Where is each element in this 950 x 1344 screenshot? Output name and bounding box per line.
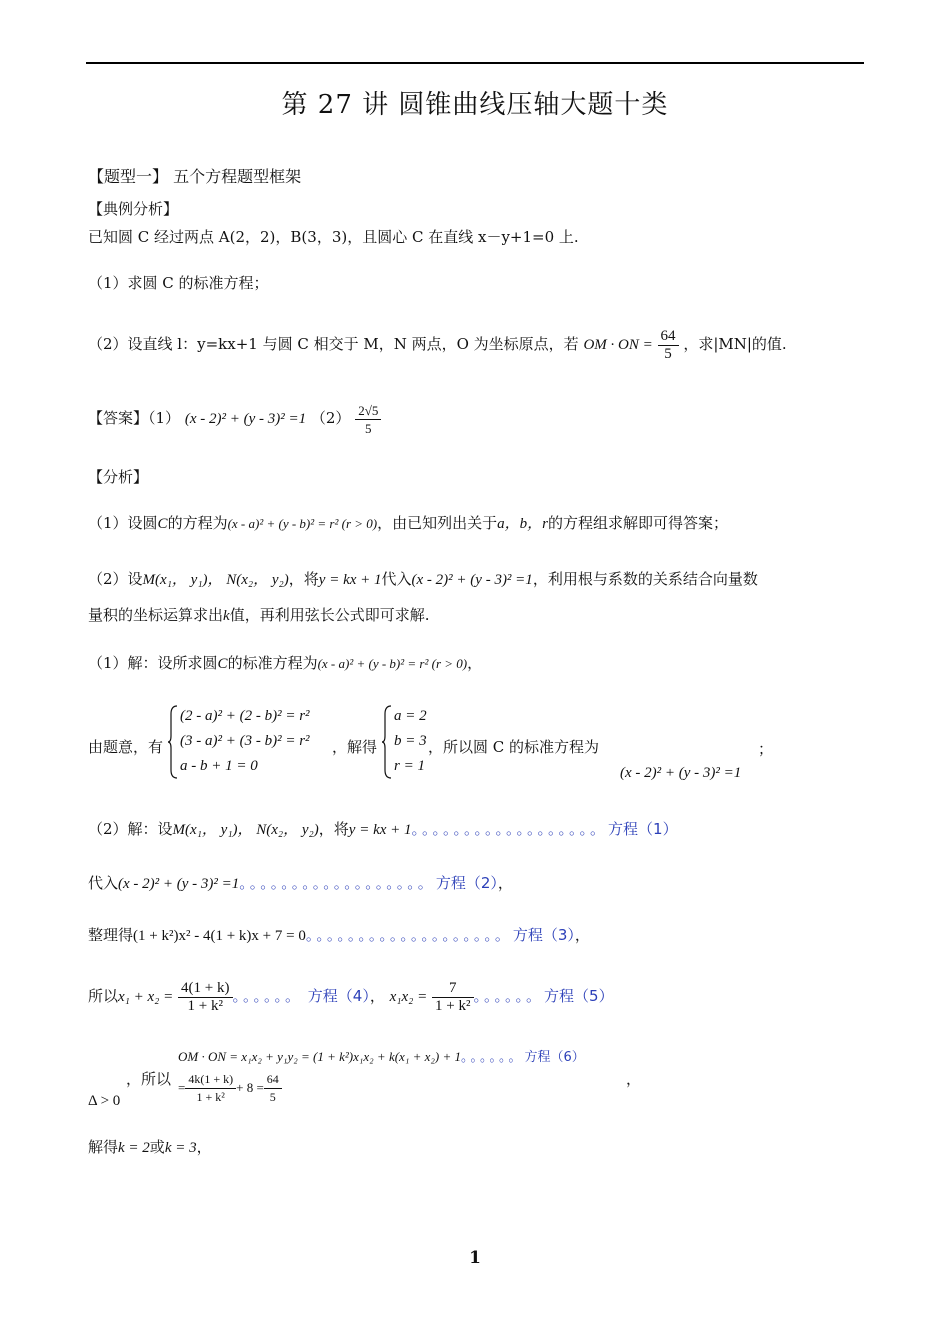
frac-num: 7 bbox=[432, 980, 473, 998]
frac-num: 4k(1 + k) bbox=[185, 1071, 236, 1089]
dots: 。。。。。。。。。。。。。。。。。。 bbox=[239, 874, 436, 892]
math-vars: a，b，r bbox=[497, 516, 548, 532]
solution-6-top bbox=[178, 1046, 585, 1069]
text: 的标准方程为 bbox=[227, 654, 318, 672]
equation-tag: 方程（4） bbox=[307, 987, 370, 1005]
q2-den: 5 bbox=[664, 345, 672, 362]
frac-num: 64 bbox=[264, 1071, 282, 1089]
text: 值，再利用弦长公式即可求解. bbox=[229, 606, 430, 624]
text: 代入 bbox=[381, 570, 412, 588]
prod-fraction bbox=[432, 980, 473, 1015]
text: ，将 bbox=[318, 820, 349, 838]
math-var: C bbox=[157, 516, 168, 532]
analysis-p1 bbox=[88, 512, 728, 535]
question-1: （1）求圆 C 的标准方程； bbox=[88, 274, 269, 292]
text: ， bbox=[196, 1138, 212, 1156]
text: 量积的坐标运算求出 bbox=[88, 606, 224, 624]
text: （2）设 bbox=[88, 570, 143, 588]
solution-6-end: ， bbox=[626, 1070, 642, 1088]
sys-semicolon: ； bbox=[758, 740, 774, 758]
problem-stem: 已知圆 C 经过两点 A(2，2)，B(3，3)，且圆心 C 在直线 x－y+1=0 上. bbox=[88, 228, 579, 246]
sys-suffix: ，所以圆 C 的标准方程为 bbox=[428, 738, 600, 756]
text: ， bbox=[369, 987, 385, 1005]
section-header: 【题型一】 五个方程题型框架 bbox=[88, 167, 302, 186]
q2-fraction bbox=[658, 328, 679, 363]
solution-6-so: ，所以 bbox=[126, 1070, 172, 1088]
sys1-row: a - b + 1 = 0 bbox=[180, 758, 258, 774]
text: ， bbox=[574, 926, 590, 944]
delta-condition: Δ > 0 bbox=[88, 1093, 121, 1109]
frac-num: 4(1 + k) bbox=[178, 980, 232, 998]
math-eq: (x - 2)² + (y - 3)² =1 bbox=[118, 876, 240, 892]
math-line: y = kx + 1 bbox=[348, 822, 412, 838]
answer-eq1: (x - 2)² + (y - 3)² =1 bbox=[184, 411, 307, 427]
sum-fraction bbox=[178, 980, 232, 1015]
dots: 。。。。。。 bbox=[232, 987, 304, 1005]
text: （1）解：设所求圆 bbox=[88, 654, 218, 672]
text: 的方程为 bbox=[167, 514, 228, 532]
header-rule bbox=[86, 62, 864, 64]
text: （1）设圆 bbox=[88, 514, 158, 532]
math-circle: (x - 2)² + (y - 3)² =1 bbox=[411, 572, 533, 588]
s6-result-fraction bbox=[264, 1071, 282, 1106]
answer-part2: （2） bbox=[310, 409, 351, 427]
equation-tag: 方程（2） bbox=[435, 874, 498, 892]
plus-eight: + 8 = bbox=[236, 1080, 264, 1095]
answer-label: 【答案】（1） bbox=[88, 409, 181, 427]
frac-den: 5 bbox=[269, 1090, 276, 1104]
text: ， bbox=[497, 874, 513, 892]
math-eq: k = 3 bbox=[164, 1140, 197, 1156]
frac-den: 1 + k² bbox=[187, 997, 223, 1014]
solution-6-eq bbox=[178, 1068, 282, 1108]
frac-den: 1 + k² bbox=[196, 1090, 225, 1104]
math-var: C bbox=[217, 656, 228, 672]
example-label: 【典例分析】 bbox=[88, 200, 179, 218]
sys1-row: (3 - a)² + (3 - b)² = r² bbox=[180, 733, 310, 749]
math-sum: x₁ + x₂ = bbox=[118, 989, 174, 1005]
equation-tag: 方程（3） bbox=[512, 926, 575, 944]
text: 或 bbox=[149, 1138, 165, 1156]
dots: 。。。。。。。。。。。。。。。。。。。 bbox=[305, 926, 513, 944]
q2-suffix: ，求|MN|的值. bbox=[683, 335, 787, 353]
equals: = bbox=[178, 1080, 186, 1095]
answer-num: 2√5 bbox=[355, 402, 381, 420]
math-eq: (x - a)² + (y - b)² = r² (r > 0) bbox=[317, 656, 468, 671]
solution-1 bbox=[88, 652, 482, 675]
sys2-row: b = 3 bbox=[394, 733, 427, 749]
math-eq: (x - a)² + (y - b)² = r² (r > 0) bbox=[227, 516, 378, 531]
q2-num: 64 bbox=[658, 328, 679, 346]
sys2-row: a = 2 bbox=[394, 708, 427, 724]
dots: 。。。。。。 bbox=[461, 1050, 525, 1065]
equation-tag: 方程（6） bbox=[524, 1050, 585, 1065]
solution-4 bbox=[88, 924, 590, 947]
sys2 bbox=[394, 704, 427, 779]
text: 的方程组求解即可得答案； bbox=[548, 514, 729, 532]
dots: 。。。。。。。。。。。。。。。。。。 bbox=[411, 820, 609, 838]
math-expansion: OM · ON = x₁x₂ + y₁y₂ = (1 + k²)x₁x₂ + k(x₁ + x₂) + 1 bbox=[178, 1049, 462, 1064]
text: 代入 bbox=[88, 874, 119, 892]
text: ，利用根与系数的关系结合向量数 bbox=[532, 570, 758, 588]
sys2-row: r = 1 bbox=[394, 758, 425, 774]
text: （2）解：设 bbox=[88, 820, 173, 838]
solution-2 bbox=[88, 818, 678, 841]
text: ，由已知列出关于 bbox=[377, 514, 498, 532]
page-title: 第 27 讲 圆锥曲线压轴大题十类 bbox=[281, 90, 669, 120]
text: ， bbox=[467, 654, 483, 672]
solution-5 bbox=[88, 974, 614, 1018]
sys-prefix: 由题意，有 bbox=[88, 738, 164, 756]
q2-prefix: （2）设直线 l：y=kx+1 与圆 C 相交于 M，N 两点，O 为坐标原点，若 bbox=[88, 335, 579, 353]
sys1 bbox=[180, 704, 310, 779]
sys2-brace bbox=[382, 704, 392, 780]
q2-vector: OM · ON = bbox=[583, 337, 653, 353]
page-number: 1 bbox=[469, 1248, 481, 1268]
answer-line bbox=[88, 396, 381, 440]
sys1-row: (2 - a)² + (2 - b)² = r² bbox=[180, 708, 310, 724]
math-var: k bbox=[223, 608, 230, 624]
sys-result: (x - 2)² + (y - 3)² =1 bbox=[620, 765, 742, 781]
sys-mid: ，解得 bbox=[332, 738, 378, 756]
answer-den: 5 bbox=[365, 420, 372, 436]
sys1-brace bbox=[168, 704, 178, 780]
math-line: y = kx + 1 bbox=[318, 572, 382, 588]
question-2 bbox=[88, 322, 787, 366]
text: 解得 bbox=[88, 1138, 119, 1156]
text: 整理得 bbox=[88, 926, 134, 944]
math-points: M(x₁， y₁)， N(x₂， y₂) bbox=[142, 572, 289, 588]
dots: 。。。。。。 bbox=[473, 987, 545, 1005]
s6-fraction bbox=[185, 1071, 236, 1106]
analysis-label: 【分析】 bbox=[88, 468, 149, 486]
answer-fraction bbox=[355, 402, 381, 437]
solution-7 bbox=[88, 1136, 212, 1159]
text: 所以 bbox=[88, 987, 119, 1005]
text: ，将 bbox=[288, 570, 319, 588]
equation-tag: 方程（1） bbox=[608, 820, 678, 838]
solution-3 bbox=[88, 872, 513, 895]
analysis-p2 bbox=[88, 568, 758, 591]
math-points: M(x₁， y₁)， N(x₂， y₂) bbox=[172, 822, 319, 838]
math-eq: k = 2 bbox=[118, 1140, 150, 1156]
math-prod: x₁x₂ = bbox=[389, 989, 428, 1005]
math-eq: (1 + k²)x² - 4(1 + k)x + 7 = 0 bbox=[133, 928, 306, 944]
analysis-p2-cont bbox=[88, 604, 429, 627]
equation-tag: 方程（5） bbox=[544, 987, 614, 1005]
frac-den: 1 + k² bbox=[435, 997, 471, 1014]
